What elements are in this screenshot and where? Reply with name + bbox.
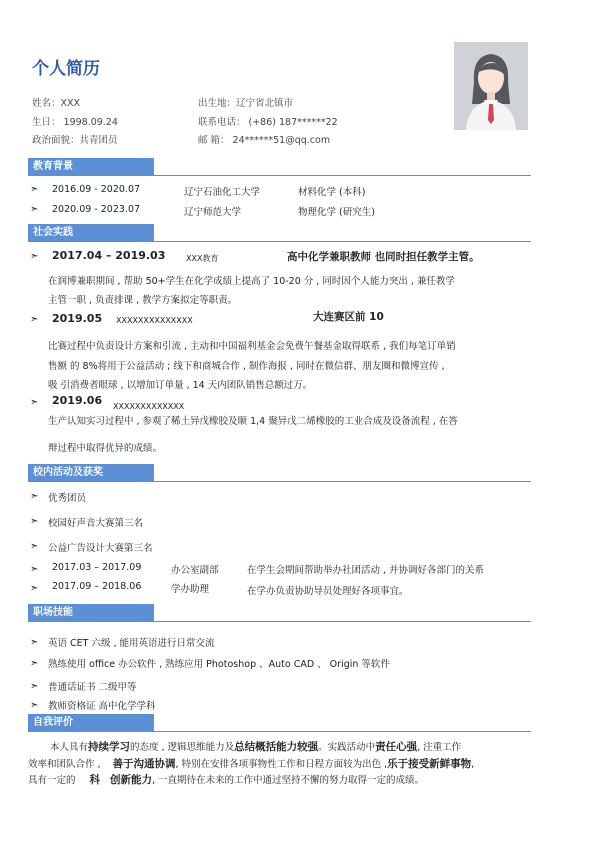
award-item: 校园好声音大赛第三名 — [48, 518, 144, 529]
self-eval-text: 具有一定的 — [28, 775, 76, 786]
self-eval-highlight: 乐于接受新鲜事物 — [387, 758, 472, 770]
self-eval-text: 的态度 , 逻辑思维能力及 — [130, 742, 235, 753]
birthplace-field: 出生地：辽宁省北镇市 — [198, 98, 294, 109]
self-eval-text: , 注重工作 — [417, 742, 462, 753]
campus-job-desc: 在学生会期间帮助举办社团活动 , 并协调好各部门的关系 — [247, 565, 485, 576]
avatar-icon — [454, 42, 528, 130]
self-eval-highlight: 责任心强 — [375, 741, 418, 753]
self-eval-line-2 — [28, 756, 474, 771]
edu-period: 2016.09 - 2020.07 — [52, 184, 141, 195]
self-eval-text: , — [471, 759, 475, 770]
practice-desc: 售额 的 8%将用于公益活动 ; 线下和商城合作 , 制作海报 , 同时在微信群、朋友圈和微博宣传 , — [48, 361, 445, 372]
phone-field: 联系电话： (+86) 187******22 — [198, 117, 338, 128]
self-eval-text: 。实践活动中 — [318, 742, 376, 753]
section-divider — [28, 481, 531, 482]
page-title: 个人简历 — [32, 59, 100, 79]
practice-desc: 吸 引消费者眼球 , 以增加订单量 , 14 天内团队销售总额过万。 — [48, 380, 313, 391]
award-item: 公益广告设计大赛第三名 — [48, 543, 153, 554]
section-campus-heading: 校内活动及获奖 — [28, 464, 154, 481]
practice-role: 高中化学兼职教师 也同时担任教学主管。 — [287, 251, 480, 263]
edu-school: 辽宁师范大学 — [184, 207, 242, 218]
arrow-bullet-icon: ➣ — [30, 681, 39, 692]
edu-school: 辽宁石油化工大学 — [184, 187, 261, 198]
section-practice-heading: 社会实践 — [28, 224, 154, 241]
practice-desc: 生产认知实习过程中 , 参观了稀土异戊橡胶及顺 1,4 聚异戊二烯橡胶的工业合成及设备流程 , 在答 — [48, 416, 458, 427]
campus-job-desc: 在学办负责协助导员处理好各项事宜。 — [247, 586, 409, 597]
arrow-bullet-icon: ➣ — [30, 564, 39, 575]
practice-org: XXXXXXXXXXXXX — [113, 402, 185, 411]
arrow-bullet-icon: ➣ — [30, 637, 39, 648]
self-eval-highlight: 善于沟通协调 — [112, 758, 176, 770]
campus-job-period: 2017.09 – 2018.06 — [52, 581, 142, 592]
self-eval-text: , 一直期待在未来的工作中通过坚持不懈的努力取得一定的成绩。 — [152, 775, 425, 786]
practice-date: 2017.04 – 2019.03 — [52, 249, 166, 262]
self-eval-highlight: 科 — [89, 774, 101, 786]
section-divider — [28, 241, 531, 242]
section-divider — [28, 175, 531, 176]
award-item: 优秀团员 — [48, 493, 87, 504]
self-eval-highlight: 持续学习 — [88, 741, 131, 753]
skill-item: 英语 CET 六级 , 能用英语进行日常交流 — [48, 638, 215, 649]
section-education-heading: 教育背景 — [28, 158, 154, 175]
self-eval-text: , 特别在安排各项事物性工作和日程方面较为出色 , — [175, 759, 388, 770]
practice-org: XXXXXXXXXXXXXX — [116, 316, 193, 325]
arrow-bullet-icon: ➣ — [30, 491, 39, 502]
self-eval-highlight: 总结概括能力较强 — [234, 741, 319, 753]
arrow-bullet-icon: ➣ — [30, 251, 39, 262]
section-skills-heading: 职场技能 — [28, 604, 154, 621]
practice-desc: 在润博兼职期间 , 帮助 50+学生在化学成绩上提高了 10-20 分 , 同时因个人能力突出 , 兼任教学 — [48, 276, 455, 287]
name-field: 姓名：XXX — [32, 98, 81, 109]
section-divider — [28, 621, 531, 622]
self-eval-line-3 — [28, 772, 424, 787]
edu-major: 材料化学 (本科) — [298, 187, 366, 198]
self-eval-text: 本人具有 — [50, 742, 89, 753]
campus-job-role: 办公室副部 — [171, 565, 219, 576]
skill-item: 普通话证书 二级甲等 — [48, 682, 137, 693]
self-eval-line-1 — [50, 739, 461, 754]
section-divider — [28, 731, 531, 732]
practice-desc: 比赛过程中负责设计方案和引流 , 主动和中国福利基金会免费午餐基金取得联系 , 我们每笔订单销 — [48, 341, 456, 352]
arrow-bullet-icon: ➣ — [30, 658, 39, 669]
practice-desc: 辩过程中取得优异的成绩。 — [48, 443, 163, 454]
practice-org: XXX教育 — [186, 254, 219, 263]
email-field: 邮 箱： 24******51@qq.com — [198, 135, 331, 146]
arrow-bullet-icon: ➣ — [30, 541, 39, 552]
practice-role: 大连赛区前 10 — [313, 311, 384, 323]
birth-field: 生日： 1998.09.24 — [32, 117, 118, 128]
practice-date: 2019.05 — [52, 312, 103, 325]
campus-job-role: 学办助理 — [171, 584, 210, 595]
arrow-bullet-icon: ➣ — [30, 314, 39, 325]
arrow-bullet-icon: ➣ — [30, 583, 39, 594]
practice-desc: 主管一职 , 负责排课 , 教学方案拟定等职责。 — [48, 295, 238, 306]
skill-item: 熟练使用 office 办公软件 , 熟练应用 Photoshop 、Auto CAD 、 Origin 等软件 — [48, 659, 390, 670]
arrow-bullet-icon: ➣ — [30, 516, 39, 527]
self-eval-highlight: 创新能力 — [110, 774, 153, 786]
campus-job-period: 2017.03 – 2017.09 — [52, 562, 142, 573]
arrow-bullet-icon: ➣ — [30, 204, 39, 215]
practice-date: 2019.06 — [52, 394, 103, 407]
edu-period: 2020.09 - 2023.07 — [52, 204, 141, 215]
section-self-heading: 自我评价 — [28, 714, 154, 731]
edu-major: 物理化学 (研究生) — [298, 207, 375, 218]
arrow-bullet-icon: ➣ — [30, 700, 39, 711]
skill-item: 教师资格证 高中化学学科 — [48, 701, 156, 712]
arrow-bullet-icon: ➣ — [30, 184, 39, 195]
politics-field: 政治面貌：共青团员 — [32, 135, 118, 146]
self-eval-text: 效率和团队合作 , — [28, 759, 101, 770]
arrow-bullet-icon: ➣ — [30, 397, 39, 408]
